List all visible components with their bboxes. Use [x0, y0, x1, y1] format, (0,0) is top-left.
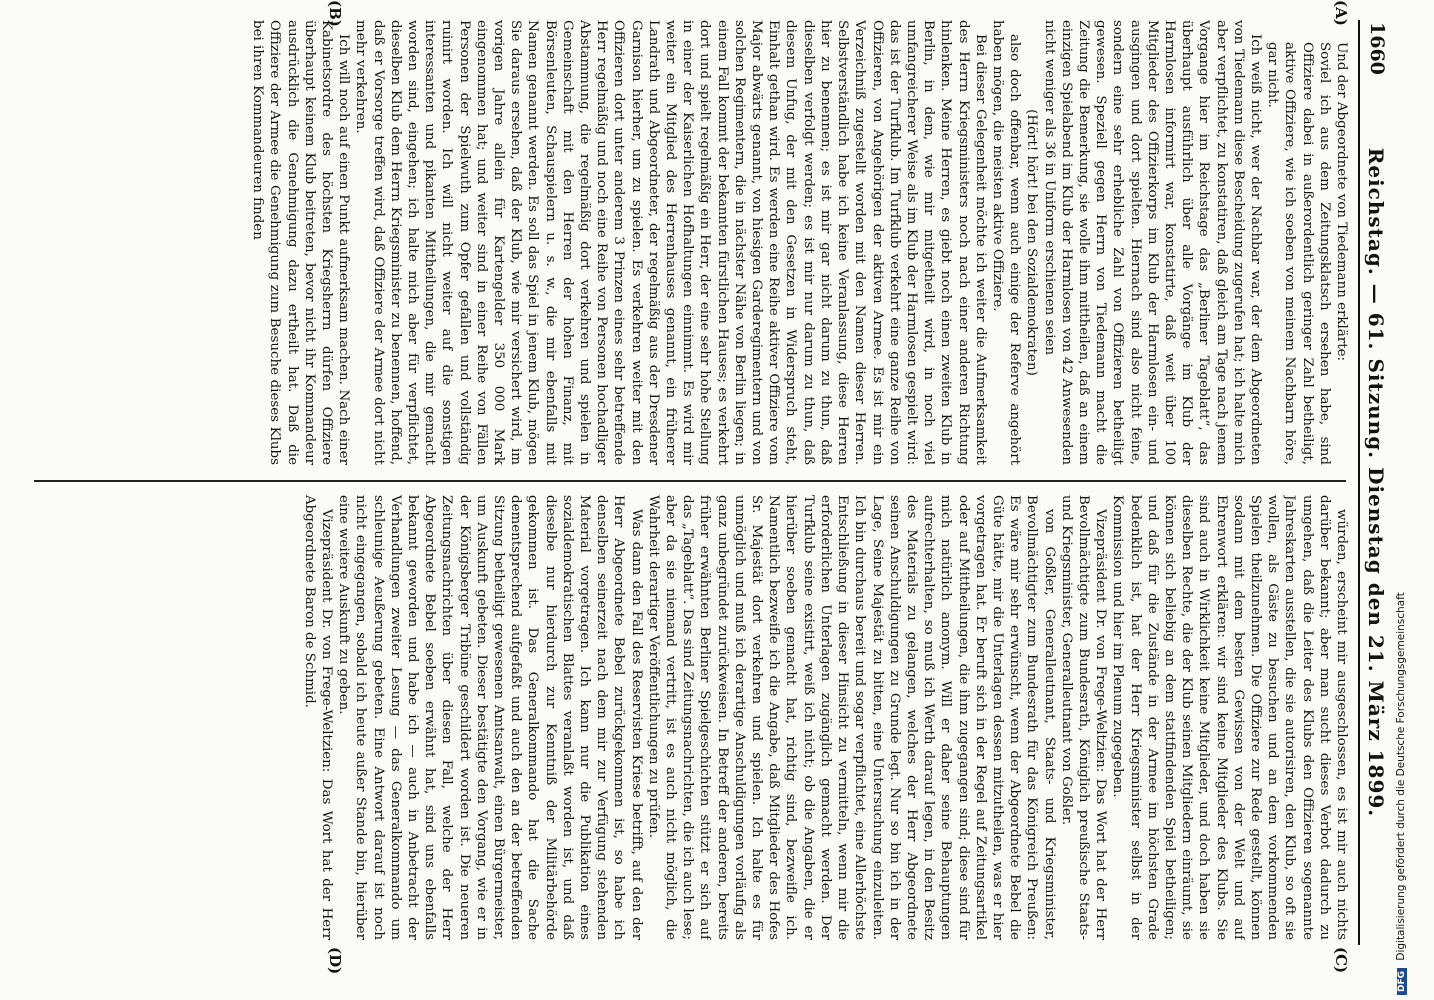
page-number: 1660: [1366, 22, 1388, 75]
interjection: (Hört! hört! bei den Sozialdemokraten): [1024, 109, 1040, 376]
page: [34, 0, 1394, 975]
margin-marker-d: (D): [326, 947, 344, 975]
paragraph: Und der Abgeordnete von Tiedemann erklärte:: [1334, 42, 1349, 362]
paragraph: Was dann den Fall des Reservisten Kriese betrifft, auf den der Herr Abgeordnete Bebel zurückgekommen ist, so habe ich denselben seinerzeit nach dem mir zur Verfügung stehenden Material vorgetragen. Ich kann nur die Publikation eines sozialdemokratischen Blattes veranlaßt worden ist, und daß dieselbe nur hierdurch zur Kenntniß der Militärbehörde gekommen ist. Das Generalkommando hat die Sache dementsprechend aufgefaßt und auch den an der betreffenden Sitzung betheiligt gewesenen Amtsanwalt, einen Bürgermeister, um Auskunft gebeten. Dieser bestätigte den Vorgang, wie er in der Königsberger Tribüne geschildert worden ist. Die neueren Zeitungsnachrichten über diesen Fall, welche der Herr Abgeordnete Bebel soeben erwähnt hat, sind uns ebenfalls bekannt geworden und habe ich — auch in Anbetracht der Verhandlungen zweiter Lesung — das Generalkommando um schleunige Aeußerung gebeten. Eine Antwort darauf ist noch nicht eingegangen, sobald ich heute außer Stande bin, hierüber eine weitere Auskunft zu geben.: [336, 495, 644, 940]
page-header: [1358, 20, 1394, 945]
speaker-paragraph: Vizepräsident Dr. von Frege-Weltzien: Das Wort hat der Herr Bevollmächtigte zum Bundesrath, Königlich preußische Staats- und Kriegsminister, Generalleutnant von Goßler.: [1058, 495, 1109, 940]
dfg-logo-icon: DFG: [1397, 968, 1407, 995]
right-column: [40, 495, 1350, 940]
paragraph: also doch offenbar, wenn auch einige der Referve angehört haben mögen, die meisten aktive Offiziere.: [989, 20, 1023, 465]
paragraph: würden, erscheint mir ausgeschlossen, es ist mir auch nichts darüber bekannt; aber man sucht dieses Verbot dadurch zu umgehen, daß die Leiter des Klubs den Offizieren sogenannte Jahreskarten ausstellen, die sie autorisiren, den Klub, so oft sie wollen, als Gäste zu besuchen und an dem vorkommenden Spielen theilzunehmen. Die Offiziere zur Rede gestellt, können sodann mit dem besten Gewissen von der Welt und auf Ehrenwort erklären: wir sind keine Mitglieder des Klubs. Sie sind auch in Wirklichkeit keine Mitglieder, und doch haben sie dieselben Rechte, die der Klub seinen Mitgliedern einräumt, sie können sich beliebig an dem stattfindenden Spiel betheiligen; und daß für die Zustände in der Armee im höchsten Grade bedenklich ist, hat der Herr Kriegsminister selbst in der Kommission und hier im Plenum zugegeben.: [1110, 495, 1349, 940]
margin-marker-a: (A): [1332, 0, 1350, 26]
running-title: Reichstag. — 61. Sitzung. Dienstag den 21. März 1899.: [1364, 147, 1388, 818]
left-column: [40, 20, 1350, 465]
margin-marker-c: (C): [1332, 947, 1350, 974]
paragraph: Ich weiß nicht, wer der Nachbar war, der dem Abgeordneten von Tiedemann diese Bescheidung zugerufen hat; ich halte mich aber verpflichtet, zu konstatiren, daß gleich am Tage nach jenem Vorgange hier im Reichstage das „Berliner Tageblatt“, das überhaupt ausführlich über alle Vorgänge im Klub der Harmlosen informirt war, konstatirte, daß weit über 100 Mitglieder des Offizierkorps im Klub der Harmlosen ein- und ausgingen und dort spielten. Hiernach sind also nicht feine, sondern eine sehr erhebliche Zahl von Offizieren betheiligt gewesen. Speziell gegen Herrn von Tiedemann macht die Zeitung die Bemerkung, sie wolle ihm mittheilen, daß an einem einzigen Spielabend im Klub der Harmlosen von 42 Anwesenden nicht weniger als 36 in Uniform erschienen seien: [1041, 20, 1263, 465]
paragraph: Bei dieser Gelegenheit möchte ich weiter die Aufmerksamkeit des Herrn Kriegsministers noch nach einer anderen Richtung hinlenken. Meine Herren, es giebt noch einen zweiten Klub in Berlin, in dem, wie mir mitgetheilt wird, in noch viel umfangreicherer Weise als im Klub der Harmlosen gespielt wird: das ist der Turfklub. Im Turfklub verkehrt eine ganze Reihe von Offizieren, von Angehörigen der aktiven Armee. Es ist mir ein Verzeichniß zugestellt worden mit den Namen dieser Herren. Selbstverständlich habe ich keine Veranlassung, diese Herren hier zu benennen; es ist mir gar nicht darum zu thun, daß dieselben verfolgt werden; es ist mir nur darum zu thun, daß diesem Unfug, der mit den Gesetzen in Widerspruch steht, Einhalt gethan wird. Es werden eine Reihe aktiver Offiziere vom Major abwärts genannt, von hiesigen Garderegimentern und von solchen Regimentern, die in nächster Nähe von Berlin liegen; in einem Fall kommt der bekannten fürstlichen Hauses; es verkehrt dort und spielt regelmäßig ein Herr, der eine sehr hohe Stellung in einer der Kaiserlichen Hofhaltungen einnimmt. Es wird mir weiter ein Mitglied des Herrenhauses genannt, ein früherer Landrath und Abgeordneter, der regelmäßig aus der Dresdener Garnison hierher, um zu spielen. Es verkehren weiter mit den Offizieren dort unter anderem 3 Prinzen eines sehr betreffende Herr regelmäßig und noch eine Reihe von Personen hochadliger Abstammung, die regelmäßig dort verkehren und spielen in Gemeinschaft mit den Herren der hohen Finanz, mit Börsenleuten, Schauspielern u. s. w., die mir ebenfalls mit Namen genannt werden. Es soll das Spiel in jenem Klub, mögen Sie daraus ersehen, daß der Klub, wie mir versichert wird, im vorigen Jahre allein für Kartengelder 350 000 Mark eingenommen hat; und weiter sind in einer Reihe von Fällen Personen der Spielwuth zum Opfer gefallen und vollständig ruinirt worden. Ich will nicht weiter auf die sonstigen interessanten und pikanten Mittheilungen, die mir gemacht worden sind, eingehen; ich halte mich aber für verpflichtet, dieselben Klub dem Herrn Kriegsminister zu benennen, hoffend, daß er Vorsorge treffen wird, daß Offiziere der Armee dort nicht mehr verkehren.: [353, 20, 988, 465]
speaker-paragraph: von Goßler, Generalleutnant, Staats- und Kriegsminister, Bevollmächtigter zum Bundesrath für das Königreich Preußen: Es wäre mir sehr erwünscht, wenn der Abgeordnete Bebel die Güte hätte, mir die Unterlagen dessen mitzutheilen, was er hier vorgetragen hat. Er beruft sich in der Regel auf Zeitungsartikel oder auf Mittheilungen, die ihm zugegangen sind; diese sind für mich natürlich anonym. Will er daher seine Behauptungen aufrechterhalten, so muß ich Werth darauf legen, in den Besitz des Materials zu gelangen, welches der Herr Abgeordnete seinen Anschuldigungen zu Grunde legt. Nur so bin ich in der Lage, Seine Majestät zu bitten, eine Untersuchung einzuleiten. Ich bin durchaus bereit und sogar verpflichtet, eine Allerhöchste Entschließung in dieser Hinsicht zu vermitteln, wenn mir die erforderlichen Unterlagen zugänglich gemacht werden. Der Turfklub seine existirt, weiß ich nicht; ob die Angaben, die er hierüber soeben gemacht hat, richtig sind, bezweifle ich. Namentlich bezweifle ich die Angabe, daß Mitglieder des Hofes Sr. Majestät dort verkehren und spielen. Ich halte es für unmöglich und muß ich derartige Anschuldigungen vorläufig als ganz unbegründet zurückweisen. In Betreff der anderen, bereits früher erwähnten Berliner Spielgeschichten stützt er sich auf das „Tageblatt“. Das sind Zeitungsnachrichten, die ich auch lese; aber da sie niemand vertritt, ist es auch nicht möglich, die Wahrheit derartiger Veröffentlichungen zu prüfen.: [645, 495, 1057, 940]
speaker-paragraph: Vizepräsident Dr. von Frege-Weltzien: Das Wort hat der Herr Abgeordnete Baron de Schmid.: [301, 495, 335, 940]
paragraph: Soviel ich aus dem Zeitungsklatsch ersehen habe, sind Offiziere dabei in außerordentlich geringer Zahl betheiligt, aktive Offiziere, wie ich soeben von meinem Nachbarn höre, gar nicht.: [1265, 42, 1332, 465]
paragraph: Ich will noch auf einen Punkt aufmerksam machen. Nach einer Kabinetsordre des höchsten Kriegsherrn dürfen Offiziere überhaupt keinem Klub beitreten, bevor nicht ihr Kommandeur ausdrücklich die Genehmigung dazu ertheilt hat. Daß die Offiziere der Armee die Genehmigung zum Besuche dieses Klubs bei ihren Kommandeuren finden: [250, 20, 352, 465]
credit-text: Digitalisierung gefördert durch die Deutsche Forschungsgemeinschaft: [1395, 592, 1407, 961]
column-divider: [34, 480, 1346, 482]
digitization-credit: [1395, 0, 1413, 995]
margin-marker-b: (B): [326, 0, 344, 27]
